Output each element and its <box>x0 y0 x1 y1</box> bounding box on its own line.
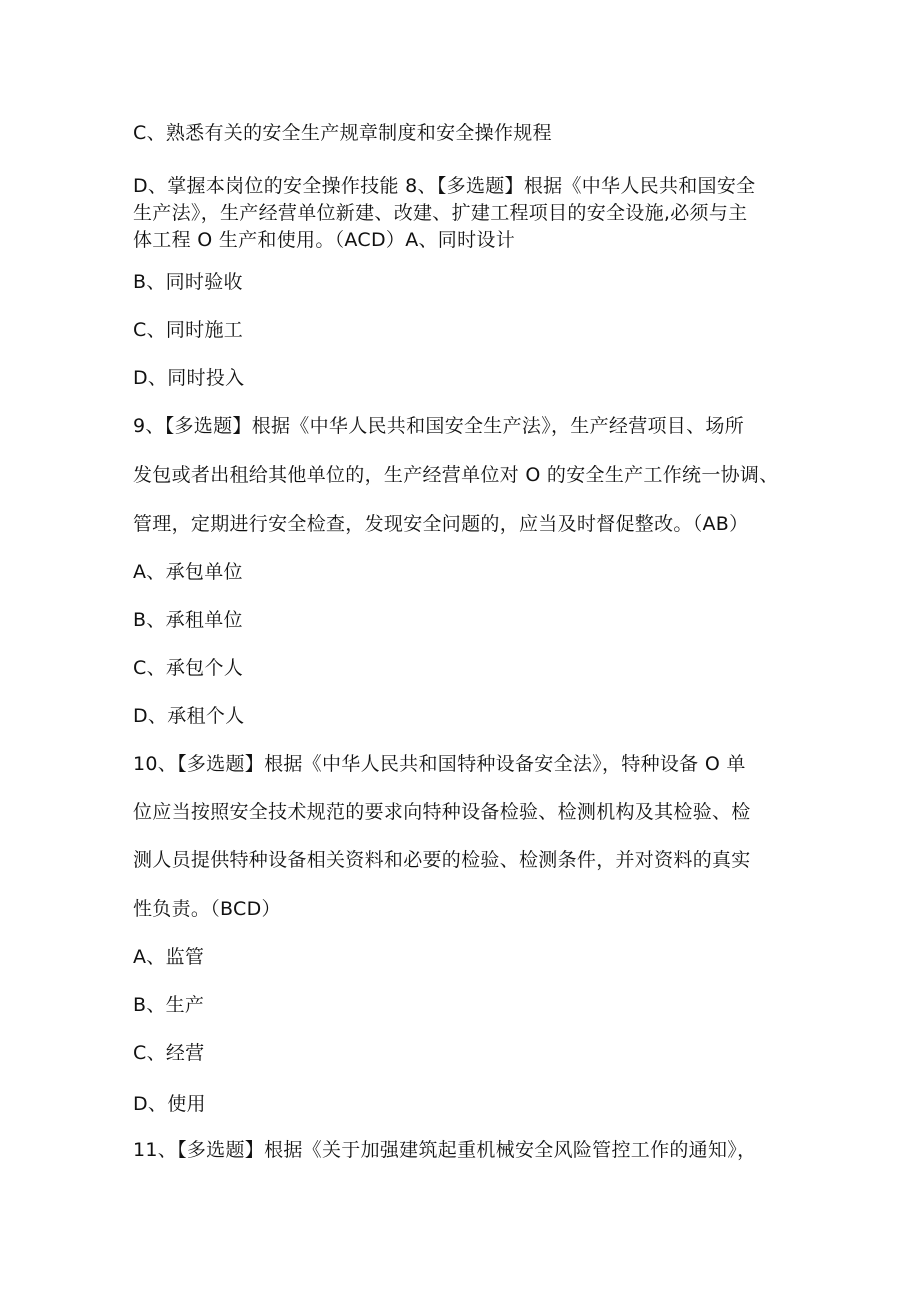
option-d-q8: D、同时投入 <box>133 367 245 389</box>
question-9-line-3: 管理，定期进行安全检查，发现安全问题的，应当及时督促整改。（AB） <box>133 513 749 535</box>
question-8-line-3: 体工程 O 生产和使用。（ACD）A、同时设计 <box>133 229 515 251</box>
question-9-line-2: 发包或者出租给其他单位的，生产经营单位对 O 的安全生产工作统一协调、 <box>133 464 779 486</box>
option-c-q7: C、熟悉有关的安全生产规章制度和安全操作规程 <box>133 122 552 144</box>
option-a-q9: A、承包单位 <box>133 561 243 583</box>
question-9-line-1: 9、【多选题】根据《中华人民共和国安全生产法》，生产经营项目、场所 <box>133 415 744 437</box>
option-a-q10: A、监管 <box>133 946 205 968</box>
option-b-q10: B、生产 <box>133 994 205 1016</box>
option-b-q8: B、同时验收 <box>133 271 243 293</box>
option-c-q8: C、同时施工 <box>133 319 244 341</box>
option-d-q10: D、使用 <box>133 1093 206 1115</box>
question-11-line-1: 11、【多选题】根据《关于加强建筑起重机械安全风险管控工作的通知》， <box>133 1139 757 1161</box>
option-c-q10: C、经营 <box>133 1042 205 1064</box>
question-10-line-3: 测人员提供特种设备相关资料和必要的检验、检测条件，并对资料的真实 <box>133 849 751 871</box>
question-8-line-1: D、掌握本岗位的安全操作技能 8、【多选题】根据《中华人民共和国安全 <box>133 175 756 197</box>
question-8-line-2: 生产法》，生产经营单位新建、改建、扩建工程项目的安全设施,必须与主 <box>133 202 748 224</box>
option-b-q9: B、承租单位 <box>133 609 243 631</box>
question-10-line-2: 位应当按照安全技术规范的要求向特种设备检验、检测机构及其检验、检 <box>133 801 751 823</box>
question-10-line-4: 性负责。（BCD） <box>133 898 281 920</box>
question-10-line-1: 10、【多选题】根据《中华人民共和国特种设备安全法》，特种设备 O 单 <box>133 753 746 775</box>
option-d-q9: D、承租个人 <box>133 705 245 727</box>
option-c-q9: C、承包个人 <box>133 657 244 679</box>
